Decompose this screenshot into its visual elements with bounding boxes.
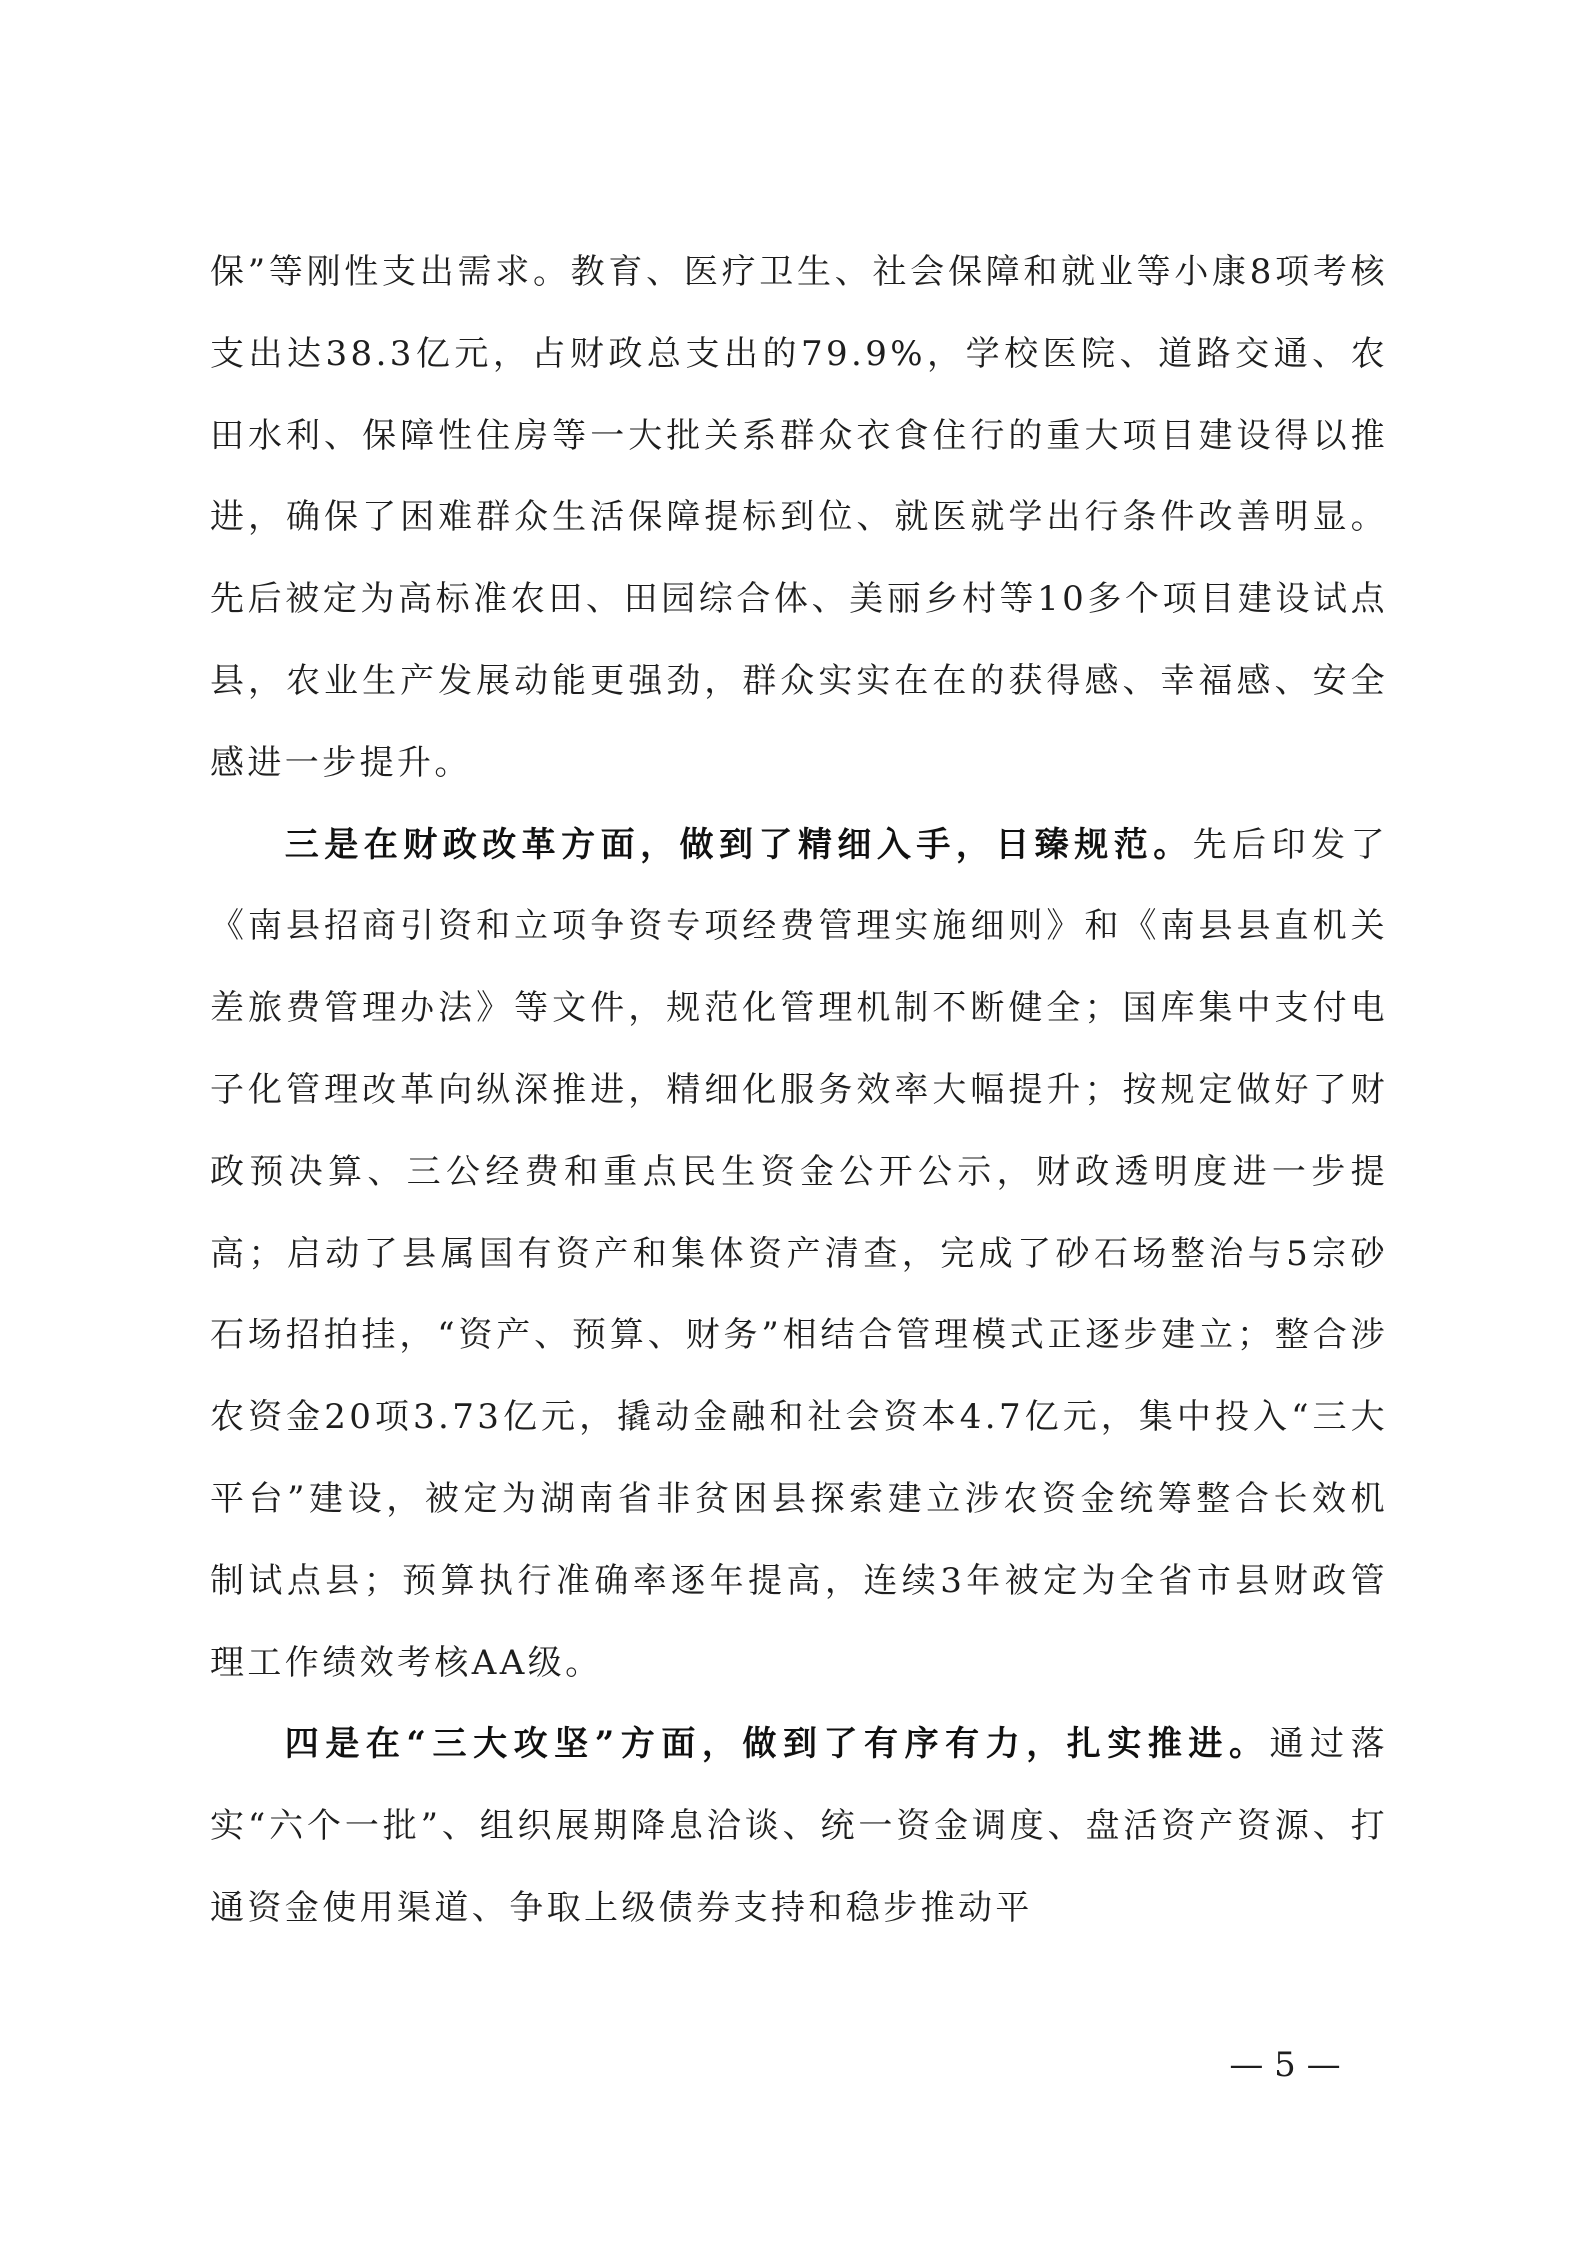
paragraph-three-battles <box>210 1704 1388 1949</box>
paragraph-text: 保”等刚性支出需求。教育、医疗卫生、社会保障和就业等小康8项考核支出达38.3亿元，占财政总支出的79.9%，学校医院、道路交通、农田水利、保障性住房等一大批关系群众衣食住行的重大项目建设得以推进，确保了困难群众生活保障提标到位、就医就学出行条件改善明显。先后被定为高标准农田、田园综合体、美丽乡村等10多个项目建设试点县，农业生产发展动能更强劲，群众实实在在的获得感、幸福感、安全感进一步提升。 <box>210 252 1388 783</box>
paragraph-lead: 四是在“三大攻坚”方面，做到了有序有力，扎实推进。 <box>284 1724 1270 1765</box>
paragraph-fiscal-reform <box>210 805 1388 1705</box>
page-number: — 5 — <box>1229 2045 1341 2085</box>
paragraph-continuation <box>210 232 1388 805</box>
body-text <box>210 232 1388 1950</box>
paragraph-lead: 三是在财政改革方面，做到了精细入手，日臻规范。 <box>284 824 1193 865</box>
paragraph-text: 先后印发了《南县招商引资和立项争资专项经费管理实施细则》和《南县县直机关差旅费管理办法》等文件，规范化管理机制不断健全；国库集中支付电子化管理改革向纵深推进，精细化服务效率大幅提升；按规定做好了财政预决算、三公经费和重点民生资金公开公示，财政透明度进一步提高；启动了县属国有资产和集体资产清查，完成了砂石场整治与5宗砂石场招拍挂，“资产、预算、财务”相结合管理模式正逐步建立；整合涉农资金20项3.73亿元，撬动金融和社会资本4.7亿元，集中投入“三大平台”建设，被定为湖南省非贫困县探索建立涉农资金统筹整合长效机制试点县；预算执行准确率逐年提高，连续3年被定为全省市县财政管理工作绩效考核AA级。 <box>210 824 1388 1683</box>
paragraph-text: 通过落实“六个一批”、组织展期降息洽谈、统一资金调度、盘活资产资源、打通资金使用渠道、争取上级债券支持和稳步推动平 <box>210 1724 1388 1928</box>
